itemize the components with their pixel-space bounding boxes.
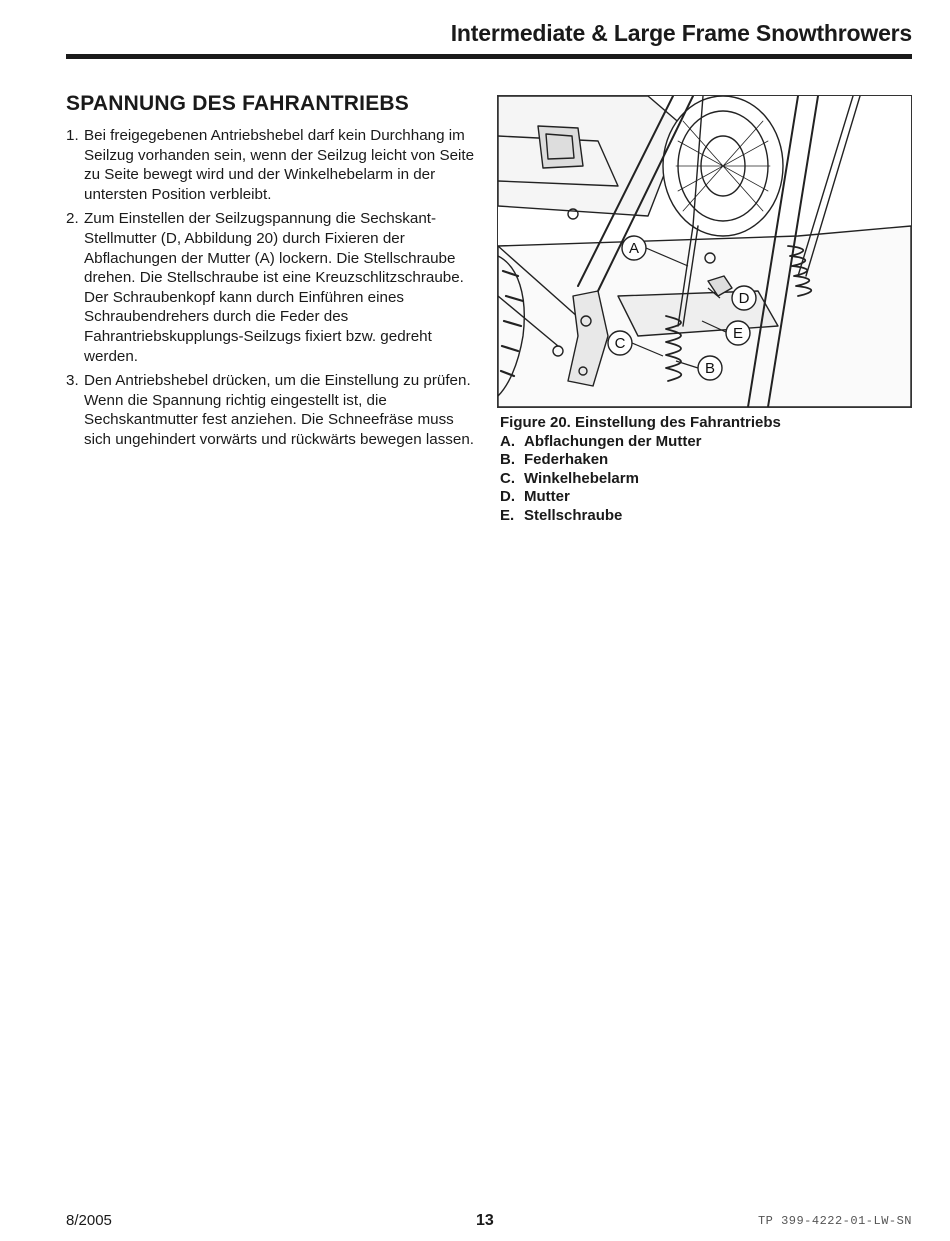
- instruction-steps: [66, 126, 484, 455]
- legend-key: A.: [500, 432, 515, 450]
- step-text: Bei freigegebenen Antriebshebel darf kein Durchhang im Seilzug vorhanden sein, wenn der Seilzug leicht von Seite zu Seite bewegt wird und der Winkelhebelarm in der untersten Position verbleibt.: [84, 127, 475, 203]
- step-text: Zum Einstellen der Seilzugspannung die Sechskant-Stellmutter (D, Abbildung 20) durch Fixieren der Abflachungen der Mutter (A) lockern. Die Stellschraube drehen. Die Stellschraube ist eine Kreuzschlitzschraube. Der Schraubenkopf kann durch Einführen eines Schraubendrehers durch die Feder des Fahrantriebskupplungs-Seilzugs fixiert bzw. gedreht werden.: [84, 210, 464, 365]
- legend-item: [500, 488, 912, 507]
- page-header-title: Intermediate & Large Frame Snowthrowers: [450, 20, 912, 46]
- figure-caption: [500, 414, 912, 526]
- legend-label: Mutter: [524, 488, 570, 506]
- header-rule: [66, 54, 912, 59]
- legend-item: [500, 507, 912, 526]
- page-number: 13: [476, 1212, 494, 1229]
- document-code: TP 399-4222-01-LW-SN: [757, 1214, 912, 1228]
- callout-label: C: [614, 335, 626, 352]
- step-item: [66, 209, 484, 366]
- legend-label: Stellschraube: [524, 506, 623, 524]
- legend-key: E.: [500, 506, 515, 524]
- callout-label: A: [628, 240, 640, 257]
- step-number: 3.: [66, 372, 79, 390]
- step-text: Den Antriebshebel drücken, um die Einstellung zu prüfen. Wenn die Spannung richtig eingestellt ist, die Sechskantmutter fest anziehen. Die Schneefräse muss sich ungehindert vorwärts und rückwärts bewegen lassen.: [84, 372, 475, 448]
- callout-label: E: [732, 325, 744, 342]
- legend-label: Federhaken: [524, 451, 609, 469]
- legend-key: D.: [500, 488, 515, 506]
- section-title: SPANNUNG DES FAHRANTRIEBS: [66, 92, 409, 115]
- step-number: 2.: [66, 210, 79, 228]
- legend-key: B.: [500, 451, 515, 469]
- figure-drive-adjustment: [497, 95, 912, 408]
- legend-item: [500, 451, 912, 470]
- callout-label: B: [704, 360, 716, 377]
- step-item: [66, 371, 484, 449]
- legend-item: [500, 433, 912, 452]
- step-number: 1.: [66, 127, 79, 144]
- legend-item: [500, 470, 912, 489]
- legend-key: C.: [500, 469, 515, 487]
- legend-label: Winkelhebelarm: [524, 469, 639, 487]
- callout-label: D: [738, 290, 750, 307]
- step-item: [66, 126, 484, 204]
- drive-mechanism-illustration: [498, 96, 911, 407]
- footer-date: 8/2005: [66, 1212, 112, 1229]
- legend-label: Abflachungen der Mutter: [524, 432, 702, 450]
- caption-title: Figure 20. Einstellung des Fahrantriebs: [500, 414, 781, 431]
